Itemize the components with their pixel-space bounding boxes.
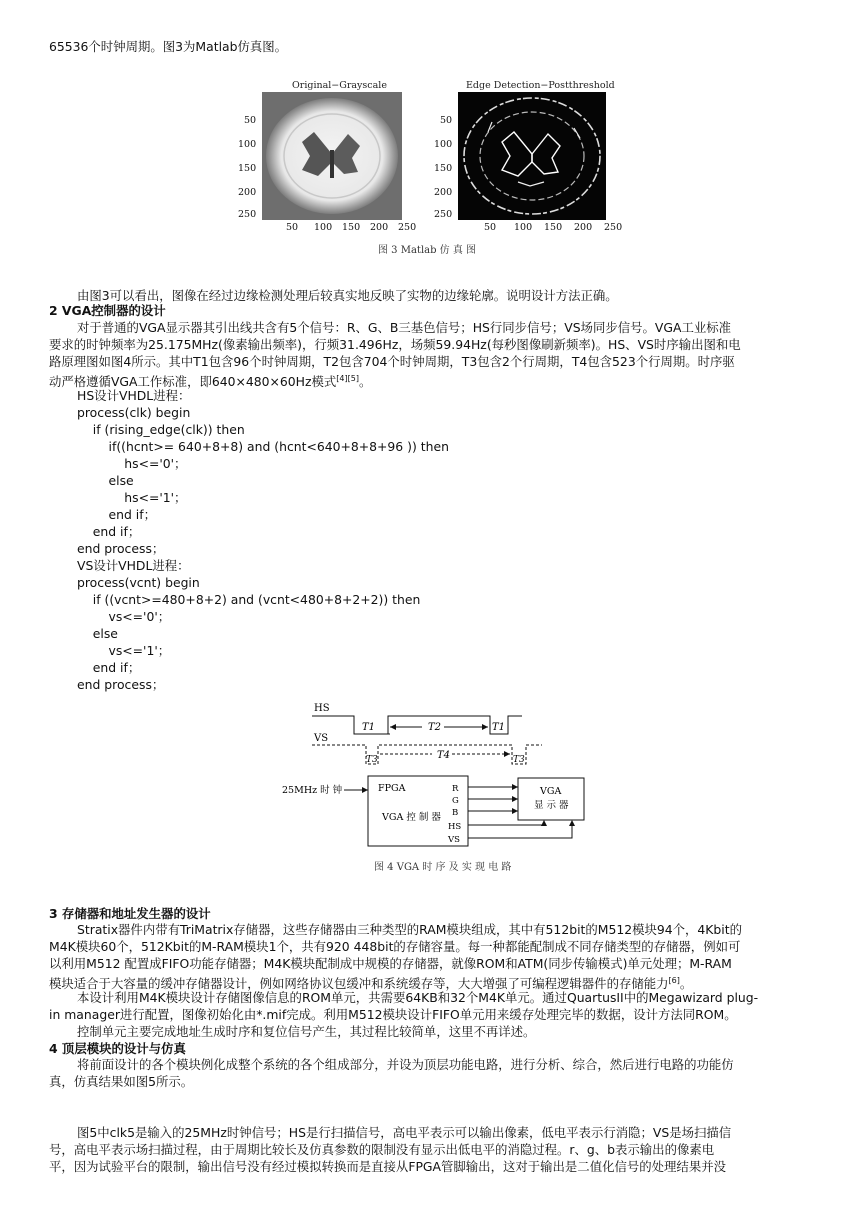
figure-4 [282,698,592,878]
code-line: end if； [77,507,156,522]
text-span: 。 [358,374,372,390]
figure-caption: 图 3 Matlab 仿 真 图 [378,245,477,256]
code-line: end process； [77,541,165,556]
code-line: hs<='1'； [77,490,187,505]
text-line: 号，高电平表示场扫描过程，由于周期比较长及仿真参数的限制没有显示出低电平的消隐过程。r、g、b表示输出的像素电 [49,1142,715,1157]
b-pin: B [452,808,459,818]
text-span: 。 [679,976,693,992]
x-tick: 150 [342,222,361,233]
grayscale-image [262,92,402,220]
r-pin: R [452,784,459,794]
code-line: process(vcnt) begin [77,575,200,590]
code-line: else [77,473,134,488]
code-line: HS设计VHDL进程： [77,388,191,403]
x-tick: 250 [398,222,417,233]
code-line: if((hcnt>= 640+8+8) and (hcnt<640+8+8+96 )) then [77,439,449,454]
left-plot-title: Original−Grayscale [292,80,387,91]
text-line: 以利用M512 配置成FIFO功能存储器；M4K模块配制成中规模的存储器，就像ROM和ATM(同步传输模式)单元处理；M-RAM [49,956,732,971]
text-line: 65536个时钟周期。图3为Matlab仿真图。 [49,39,288,54]
text-line: 路原理图如图4所示。其中T1包含96个时钟周期，T2包含704个时钟周期，T3包含2个行周期，T4包含523个行周期。时序驱 [49,354,735,369]
text-line: in manager进行配置，图像初始化由*.mif完成。利用M512模块设计FIFO单元用来缓存处理完毕的数据，设计方法同ROM。 [49,1007,737,1022]
x-tick: 50 [484,222,497,233]
text-line: 由图3可以看出，图像在经过边缘检测处理后较真实地反映了实物的边缘轮廓。说明设计方法正确。 [77,288,618,303]
code-line: end if； [77,660,141,675]
citation: [4][5] [336,374,359,383]
t1-label: T1 [362,722,376,733]
code-line: VS设计VHDL进程： [77,558,190,573]
x-tick: 200 [574,222,593,233]
code-line: end process； [77,677,165,692]
x-tick: 200 [370,222,389,233]
hs-label: HS [314,703,330,714]
code-line: hs<='0'； [77,456,187,471]
t3-label: T3 [513,755,525,765]
y-tick: 150 [238,163,257,174]
right-plot-title: Edge Detection−Postthreshold [466,80,615,91]
text-line: M4K模块60个，512Kbit的M-RAM模块1个，共有920 448bit的存储容量。每一种都能配制成不同存储类型的存储器，例如可 [49,939,741,954]
controller-label: VGA 控 制 器 [382,812,441,823]
text-line: 要求的时钟频率为25.175MHz(像素输出频率)，行频31.496Hz，场频59.94Hz(每秒图像刷新频率)。HS、VS时序输出图和电 [49,337,741,352]
text-span: 模块适合于大容量的缓冲存储器设计，例如网络协议包缓冲和系统缓存等，大大增强了可编程逻辑器件的存储能力 [49,976,669,992]
t4-label: T4 [437,750,451,761]
y-tick: 50 [244,115,257,126]
vga-label: VGA [540,786,562,797]
text-line: 平，因为试验平台的限制，输出信号没有经过模拟转换而是直接从FPGA管脚输出，这对于输出是二值化信号的处理结果并没 [49,1159,726,1174]
g-pin: G [452,796,459,806]
fpga-label: FPGA [378,783,406,794]
code-line: end if； [77,524,141,539]
clock-label: 25MHz 时 钟 [282,785,343,796]
text-line: 真，仿真结果如图5所示。 [49,1074,194,1089]
x-tick: 150 [544,222,563,233]
text-line: 将前面设计的各个模块例化成整个系统的各个组成部分，并设为顶层功能电路，进行分析、综合，然后进行电路的功能仿 [77,1057,734,1072]
code-line: if ((vcnt>=480+8+2) and (vcnt<480+8+2+2)) then [77,592,421,607]
y-tick: 50 [440,115,453,126]
hs-pin: HS [448,822,462,832]
x-tick: 100 [314,222,333,233]
edge-detection-image [458,92,606,220]
code-line: else [77,626,118,641]
vs-pin: VS [448,835,460,845]
figure-3 [230,78,640,258]
text-line: 本设计利用M4K模块设计存储图像信息的ROM单元，共需要64KB和32个M4K单元。通过QuartusII中的Megawizard plug- [77,990,759,1005]
code-line: process(clk) begin [77,405,191,420]
y-tick: 150 [434,163,453,174]
y-tick: 100 [434,139,453,150]
t1-label: T1 [492,722,506,733]
t3-label: T3 [366,755,378,765]
y-tick: 250 [238,209,257,220]
code-line: if (rising_edge(clk)) then [77,422,245,437]
y-tick: 100 [238,139,257,150]
section-heading: 3 存储器和地址发生器的设计 [49,906,211,921]
text-line: 图5中clk5是输入的25MHz时钟信号；HS是行扫描信号，高电平表示可以输出像素，低电平表示行消隐；VS是场扫描信 [77,1125,732,1140]
code-line: vs<='0'； [77,609,171,624]
t2-label: T2 [428,722,442,733]
code-line: vs<='1'； [77,643,171,658]
text-span: 动严格遵循VGA工作标准，即640×480×60Hz模式 [49,374,337,390]
x-tick: 50 [286,222,299,233]
display-label: 显 示 器 [534,800,569,811]
y-tick: 200 [434,187,453,198]
citation: [6] [668,976,680,985]
section-heading: 4 顶层模块的设计与仿真 [49,1041,186,1056]
x-tick: 250 [604,222,623,233]
figure-caption: 图 4 VGA 时 序 及 实 现 电 路 [374,862,512,873]
y-tick: 200 [238,187,257,198]
x-tick: 100 [514,222,533,233]
text-line: 对于普通的VGA显示器其引出线共含有5个信号：R、G、B三基色信号；HS行同步信号；VS场同步信号。VGA工业标准 [77,320,732,335]
text-line: 控制单元主要完成地址生成时序和复位信号产生，其过程比较简单，这里不再详述。 [77,1024,536,1039]
y-tick: 250 [434,209,453,220]
vs-label: VS [314,733,329,744]
section-heading: 2 VGA控制器的设计 [49,303,166,318]
text-line: Stratix器件内带有TriMatrix存储器，这些存储器由三种类型的RAM模块组成，其中有512bit的M512模块94个，4Kbit的 [77,922,742,937]
